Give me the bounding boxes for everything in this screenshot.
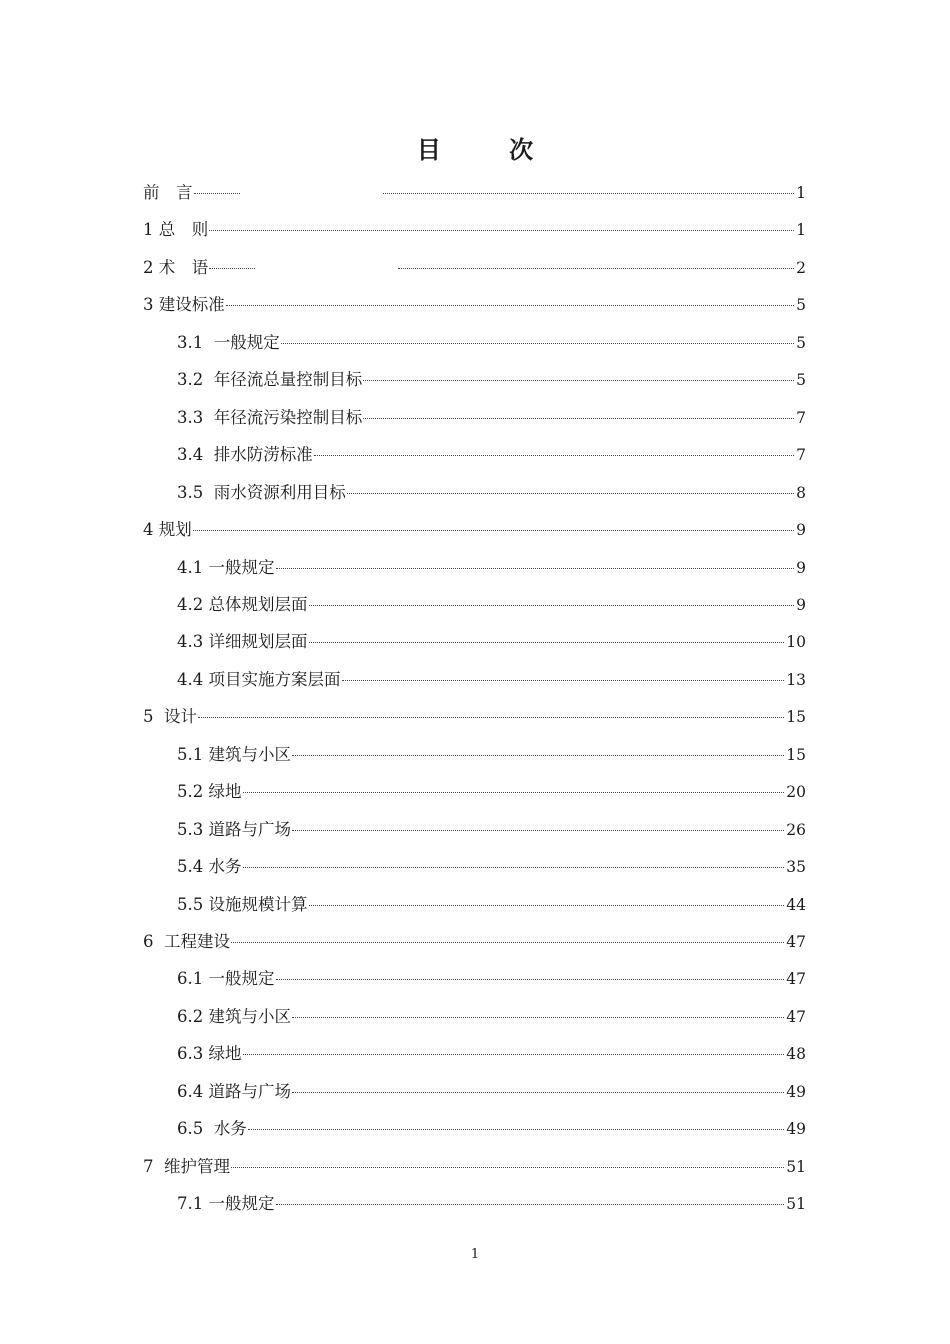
toc-entry-label: 2 术 语 [143,257,209,277]
toc-entry-label: 3.4 排水防涝标准 [177,445,313,465]
toc-entry[interactable] [0,403,950,433]
toc-entry-label: 6 工程建设 [143,932,230,951]
toc-entry-label: 7 维护管理 [143,1156,230,1176]
toc-entry[interactable] [0,328,950,358]
dot-leader [276,568,795,569]
toc-page-number: 26 [786,820,806,839]
toc-entry[interactable] [0,665,950,695]
dot-leader [248,1129,785,1130]
dot-leader [231,1167,784,1168]
toc-entry-label: 5.4 水务 [177,857,242,877]
toc-entry[interactable] [0,890,950,920]
toc-entry-label: 6.1 一般规定 [177,969,275,989]
dot-leader [363,418,794,419]
toc-page-number: 44 [786,895,806,914]
toc-entry-label: 6.4 道路与广场 [177,1081,291,1101]
toc-entry[interactable] [0,590,950,620]
toc-page-number: 51 [786,1157,806,1176]
toc-entry-label: 5.5 设施规模计算 [177,894,308,914]
toc-entry-label: 1 总 则 [143,220,209,240]
toc-page-number: 49 [786,1082,806,1101]
toc-entry[interactable] [0,702,950,732]
page-number-footer: 1 [470,1247,480,1262]
toc-entry-label: 5.2 绿地 [177,782,242,802]
toc-entry-label: 3.3 年径流污染控制目标 [177,407,363,427]
dot-leader [292,755,784,756]
toc-page-number: 49 [786,1120,806,1139]
toc-page-number: 15 [786,708,806,727]
toc-page-number: 47 [786,1007,806,1026]
dot-leader [281,343,794,344]
toc-page-number: 9 [796,558,806,577]
toc-entry[interactable] [0,553,950,583]
toc-page-number: 9 [796,521,806,540]
dot-leader [209,230,794,231]
toc-entry-label: 6.2 建筑与小区 [177,1006,291,1026]
toc-page-number: 1 [796,221,806,240]
dot-leader [209,268,255,269]
toc-entry[interactable] [0,1189,950,1219]
toc-entry[interactable] [0,740,950,770]
toc-entry[interactable] [0,1039,950,1069]
toc-entry[interactable] [0,515,950,545]
toc-entry[interactable] [0,290,950,320]
toc-page-number: 20 [786,783,806,802]
dot-leader [363,380,794,381]
toc-entry-label: 4.1 一般规定 [177,557,275,577]
toc-entry[interactable] [0,777,950,807]
dot-leader [314,455,794,456]
toc-entry-label: 3.2 年径流总量控制目标 [177,370,363,390]
toc-entry-label: 4 规划 [143,520,192,540]
toc-entry-label: 3.5 雨水资源利用目标 [177,482,346,502]
toc-entry[interactable] [0,627,950,657]
toc-entry[interactable] [0,815,950,845]
toc-entry[interactable] [0,178,950,208]
toc-page-number: 47 [786,970,806,989]
toc-page-number: 10 [786,633,806,652]
dot-leader [276,1204,785,1205]
toc-page-number: 2 [796,258,806,277]
dot-leader [292,830,784,831]
dot-leader [309,905,785,906]
toc-page-number: 47 [786,933,806,951]
dot-leader [309,605,795,606]
toc-entry-label: 6.3 绿地 [177,1044,242,1064]
toc-entry-label: 7.1 一般规定 [177,1194,275,1214]
toc-page-number: 7 [796,446,806,465]
toc-page-number: 1 [796,184,806,202]
dot-leader [193,530,794,531]
dot-leader [243,792,785,793]
toc-entry[interactable] [0,478,950,508]
toc-entry-label: 4.3 详细规划层面 [177,632,308,652]
toc-page-number: 48 [786,1045,806,1064]
toc-entry[interactable] [0,253,950,283]
toc-page-number: 7 [796,408,806,427]
toc-entry[interactable] [0,215,950,245]
dot-leader [276,979,785,980]
toc-page-number: 5 [796,371,806,390]
toc-entry[interactable] [0,365,950,395]
dot-leader [198,717,784,718]
toc-entry-label: 5.3 道路与广场 [177,819,291,839]
dot-leader [292,1017,784,1018]
toc-entry-label: 4.4 项目实施方案层面 [177,669,341,689]
toc-page-number: 5 [796,333,806,352]
dot-leader [347,493,794,494]
toc-entry[interactable] [0,964,950,994]
dot-leader [309,642,785,643]
toc-entry[interactable] [0,1002,950,1032]
toc-entry[interactable] [0,927,950,957]
toc-entry-label: 前 言 [143,183,193,202]
toc-page-number: 13 [786,670,806,689]
toc-entry-label: 5 设计 [143,707,197,727]
dot-leader [243,1054,785,1055]
toc-page-number: 35 [786,858,806,877]
dot-leader [342,680,785,681]
toc-entry[interactable] [0,1152,950,1182]
toc-entry-label: 3.1 一般规定 [177,332,280,352]
toc-entry-label: 6.5 水务 [177,1119,247,1139]
toc-entry-label: 3 建设标准 [143,295,225,315]
toc-page-number: 51 [786,1195,806,1214]
toc-entry[interactable] [0,1077,950,1107]
toc-page-number: 5 [796,296,806,315]
dot-leader [292,1092,784,1093]
dot-leader [231,942,784,943]
dot-leader [398,268,794,269]
dot-leader [226,305,794,306]
toc-entry[interactable] [0,440,950,470]
page-title: 目 次 [416,136,564,164]
toc-page-number: 15 [786,745,806,764]
toc-entry-label: 4.2 总体规划层面 [177,594,308,614]
dot-leader [194,193,240,194]
toc-entry[interactable] [0,852,950,882]
dot-leader [243,867,785,868]
toc-entry[interactable] [0,1114,950,1144]
toc-page-number: 8 [796,483,806,502]
dot-leader [383,193,795,194]
toc-page-number: 9 [796,595,806,614]
toc-entry-label: 5.1 建筑与小区 [177,744,291,764]
